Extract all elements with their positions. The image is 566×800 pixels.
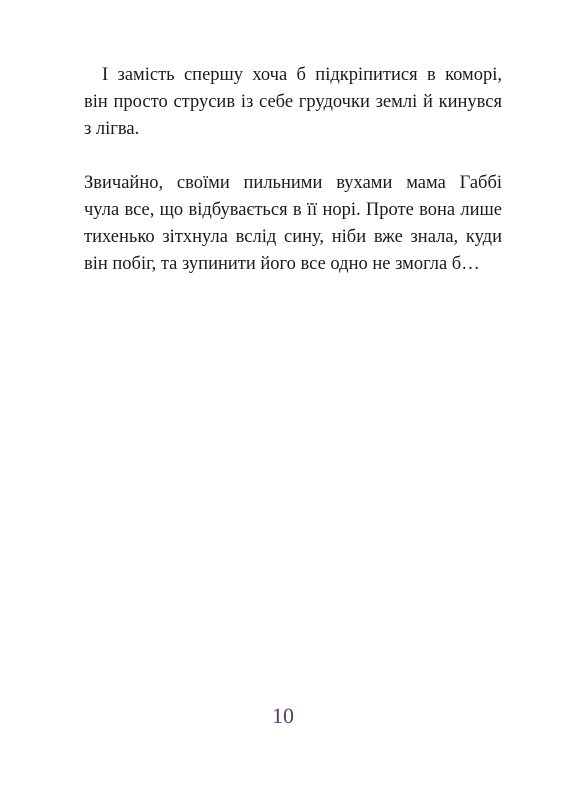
- paragraph-line: Звичайно, своїми пильними вухами мама Габбі: [84, 173, 502, 193]
- paragraph-line: І замість спершу хоча б підкріпитися в коморі,: [102, 65, 502, 85]
- paragraph-line: він просто струсив із себе грудочки землі й кинувся: [84, 92, 502, 112]
- paragraph-1: [84, 62, 502, 143]
- paragraph-line: він побіг, та зупинити його все одно не змогла б…: [84, 254, 480, 274]
- page-number: 10: [272, 703, 294, 728]
- paragraph-line: чула все, що відбувається в її норі. Проте вона лише: [84, 200, 502, 220]
- paragraph-line: з лігва.: [84, 119, 140, 139]
- paragraph-2: [84, 170, 502, 278]
- body-text: [84, 62, 502, 278]
- paragraph-line: тихенько зітхнула вслід сину, ніби вже знала, куди: [84, 227, 502, 247]
- paragraph-spacer: [84, 143, 502, 170]
